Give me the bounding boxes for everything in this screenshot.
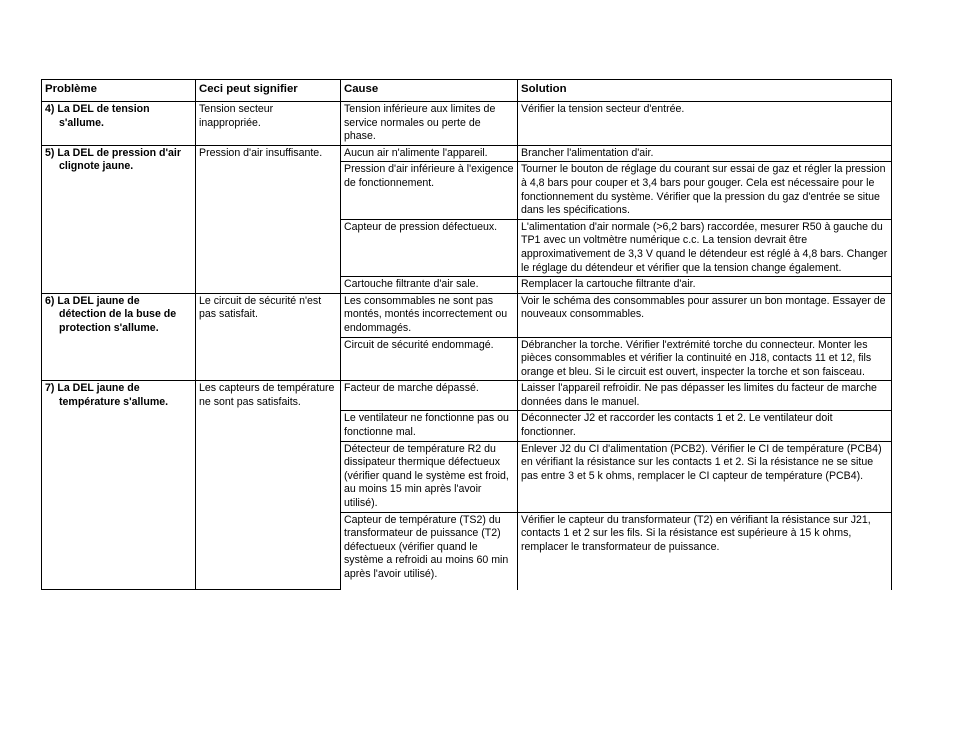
meaning-cell: Pression d'air insuffisante. [196, 145, 341, 293]
solution-cell: L'alimentation d'air normale (>6,2 bars) raccordée, mesurer R50 à gauche du TP1 avec un voltmètre numérique c.c. La tension devrait être approximativement de 3,3 V quand le détendeur est réglé à 4,8 bars. Changer le réglage du détendeur et vérifier que la tension change également. [518, 219, 892, 276]
cause-cell: Facteur de marche dépassé. [341, 381, 518, 411]
troubleshooting-table [41, 79, 892, 590]
cause-cell: Le ventilateur ne fonctionne pas ou fonctionne mal. [341, 411, 518, 441]
problem-cell [42, 145, 196, 293]
solution-cell: Débrancher la torche. Vérifier l'extrémité torche du connecteur. Monter les pièces consommables et vérifier la continuité en J18, contacts 11 et 12, fils orange et bleu. Si le circuit est ouvert, inspecter la torche et son faisceau. [518, 337, 892, 381]
header-meaning: Ceci peut signifier [196, 80, 341, 102]
problem-label-line2: s'allume. [59, 116, 104, 129]
problem-label-line1: 4) La DEL de tension [45, 103, 150, 115]
cause-cell: Tension inférieure aux limites de service normales ou perte de phase. [341, 102, 518, 146]
problem-label-line1: 7) La DEL jaune de [45, 382, 140, 395]
cause-cell: Circuit de sécurité endommagé. [341, 337, 518, 381]
solution-cell: Vérifier la tension secteur d'entrée. [518, 102, 892, 146]
cause-cell: Aucun air n'alimente l'appareil. [341, 145, 518, 162]
cause-cell: Capteur de pression défectueux. [341, 219, 518, 276]
cause-cell: Pression d'air inférieure à l'exigence de fonctionnement. [341, 162, 518, 219]
header-cause: Cause [341, 80, 518, 102]
problem-label-line2: clignote jaune. [59, 160, 134, 173]
cause-cell: Capteur de température (TS2) du transformateur de puissance (T2) défectueux (vérifier quand le système a refroidi au moins 60 min après l'avoir utilisé). [341, 512, 518, 589]
table-row [42, 293, 892, 337]
problem-label-line1: 6) La DEL jaune de [45, 294, 140, 307]
solution-cell: Vérifier le capteur du transformateur (T2) en vérifiant la résistance sur J21, contacts 1 et 2 sur les fils. Si la résistance est supérieure à 15 k ohms, remplacer le transformateur de puissance. [518, 512, 892, 589]
cause-cell: Détecteur de température R2 du dissipateur thermique défectueux (vérifier quand le système est froid, au moins 15 min après l'avoir utilisé). [341, 441, 518, 512]
meaning-cell: Tension secteur inappropriée. [196, 102, 341, 146]
solution-cell: Enlever J2 du CI d'alimentation (PCB2). Vérifier le CI de température (PCB4) en vérifiant la résistance sur les contacts 1 et 2. Si la résistance ne se situe pas entre 3 et 5 k ohms, remplacer le CI capteur de température (PCB4). [518, 441, 892, 512]
table-body [42, 102, 892, 590]
header-row [42, 80, 892, 102]
problem-cell [42, 293, 196, 381]
solution-cell: Déconnecter J2 et raccorder les contacts 1 et 2. Le ventilateur doit fonctionner. [518, 411, 892, 441]
problem-cell [42, 102, 196, 146]
meaning-cell: Le circuit de sécurité n'est pas satisfait. [196, 293, 341, 381]
cause-cell: Cartouche filtrante d'air sale. [341, 277, 518, 294]
solution-cell: Tourner le bouton de réglage du courant sur essai de gaz et régler la pression à 4,8 bars pour couper et 3,4 bars pour gouger. Cela est nécessaire pour le fonctionnement du système. Vérifier que la pression du gaz d'entrée se situe dans les spécifications. [518, 162, 892, 219]
table-row [42, 145, 892, 162]
solution-cell: Brancher l'alimentation d'air. [518, 145, 892, 162]
table-row [42, 102, 892, 146]
solution-cell: Voir le schéma des consommables pour assurer un bon montage. Essayer de nouveaux consommables. [518, 293, 892, 337]
meaning-cell: Les capteurs de température ne sont pas satisfaits. [196, 381, 341, 590]
header-solution: Solution [518, 80, 892, 102]
problem-label-line1: 5) La DEL de pression d'air [45, 146, 181, 159]
problem-cell [42, 381, 196, 590]
header-problem: Problème [42, 80, 196, 102]
solution-cell: Remplacer la cartouche filtrante d'air. [518, 277, 892, 294]
solution-cell: Laisser l'appareil refroidir. Ne pas dépasser les limites du facteur de marche données dans le manuel. [518, 381, 892, 411]
problem-label-line2: détection de la buse de protection s'allume. [59, 308, 177, 334]
problem-label-line2: température s'allume. [59, 395, 169, 408]
table-row [42, 381, 892, 411]
cause-cell: Les consommables ne sont pas montés, montés incorrectement ou endommagés. [341, 293, 518, 337]
